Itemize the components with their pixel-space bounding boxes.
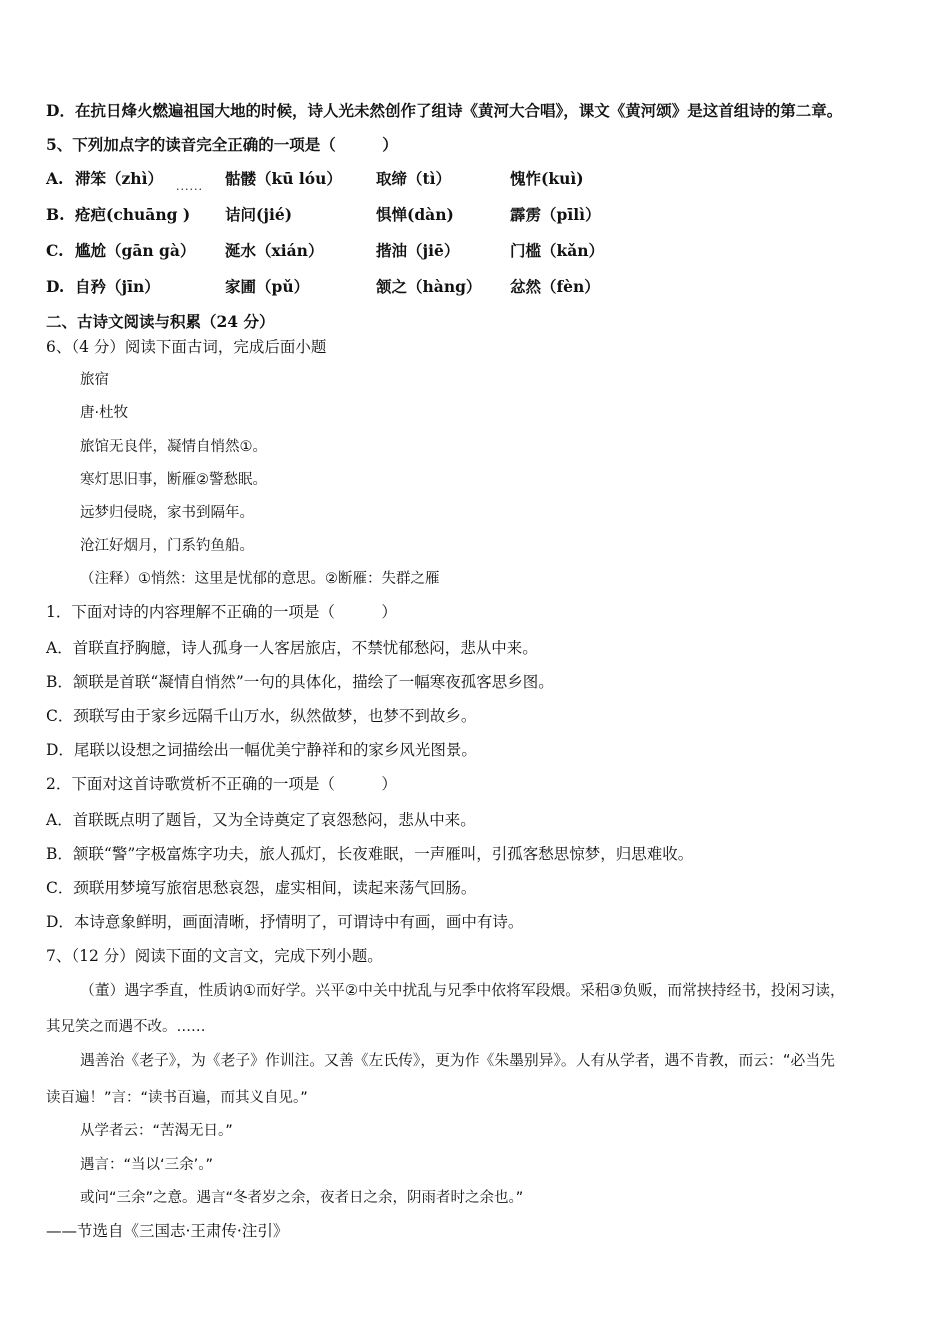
q5-row-c-label: C. <box>46 241 64 260</box>
passage-line-4: 读百遍！”言：“读书百遍，而其义自见。” <box>46 1090 308 1106</box>
q5-row-d-item-2: 家圃（pǔ） <box>225 277 310 296</box>
poem-author: 唐·杜牧 <box>80 405 129 421</box>
q5-stem: 5、下列加点字的读音完全正确的一项是（ ） <box>46 135 398 154</box>
emphasis-dots: ...... <box>176 180 203 193</box>
passage-line-6: 遇言：“当以‘三余’。” <box>80 1157 213 1173</box>
q5-row-c-item-2: 涎水（xián） <box>225 241 324 260</box>
section-heading: 二、古诗文阅读与积累（24 分） <box>46 312 275 331</box>
q5-row-b-item-2: 诘问(jié) <box>225 205 293 224</box>
q6-sub1-option-b: B．颔联是首联“凝情自悄然”一句的具体化，描绘了一幅寒夜孤客思乡图。 <box>46 673 554 691</box>
q5-row-d-item-1: 自矜（jīn） <box>75 277 160 296</box>
q4-option-d: D．在抗日烽火燃遍祖国大地的时候，诗人光未然创作了组诗《黄河大合唱》，课文《黄河颂》是这首组诗的第二章。 <box>46 101 843 120</box>
passage-line-3: 遇善治《老子》，为《老子》作训注。又善《左氏传》，更为作《朱墨别异》。人有从学者，遇不肯教，而云：“必当先 <box>80 1052 835 1069</box>
poem-line-3: 远梦归侵晓，家书到隔年。 <box>80 505 254 521</box>
q5-row-c-item-4: 门槛（kǎn） <box>510 241 605 260</box>
q5-row-a-item-4: 愧怍(kuì) <box>510 169 584 188</box>
q5-row-c-item-1: 尴尬（gān gà） <box>75 241 196 260</box>
q6-sub1-option-d: D．尾联以设想之词描绘出一幅优美宁静祥和的家乡风光图景。 <box>46 741 477 759</box>
q6-stem: 6、（4 分）阅读下面古词，完成后面小题 <box>46 338 327 356</box>
q5-row-a-item-3: 取缔（tì） <box>376 169 452 188</box>
poem-title: 旅宿 <box>80 372 109 388</box>
q6-sub1-option-a: A．首联直抒胸臆，诗人孤身一人客居旅店，不禁忧郁愁闷，悲从中来。 <box>46 639 538 657</box>
passage-source: ——节选自《三国志·王肃传·注引》 <box>46 1222 289 1240</box>
q7-stem: 7、（12 分）阅读下面的文言文，完成下列小题。 <box>46 947 383 965</box>
poem-note: （注释）①悄然：这里是忧郁的意思。②断雁：失群之雁 <box>80 571 440 587</box>
passage-line-7: 或问“三余”之意。遇言“冬者岁之余，夜者日之余，阴雨者时之余也。” <box>80 1190 524 1206</box>
q6-sub2-option-d: D．本诗意象鲜明，画面清晰，抒情明了，可谓诗中有画，画中有诗。 <box>46 913 524 931</box>
q6-sub1-stem: 1．下面对诗的内容理解不正确的一项是（ ） <box>46 603 397 621</box>
q6-sub2-option-c: C．颈联用梦境写旅宿思愁哀怨，虚实相间，读起来荡气回肠。 <box>46 879 477 897</box>
poem-line-4: 沧江好烟月，门系钓鱼船。 <box>80 538 254 554</box>
q5-row-a-item-2: 骷髅（kū lóu） <box>225 169 342 188</box>
q5-row-b-label: B. <box>46 205 65 224</box>
poem-line-2: 寒灯思旧事，断雁②警愁眠。 <box>80 472 267 488</box>
q5-row-d-item-4: 忿然（fèn） <box>510 277 600 296</box>
passage-line-2: 其兄笑之而遇不改。…… <box>46 1019 206 1035</box>
q5-row-b-item-1: 疮疤(chuāng ) <box>75 205 191 224</box>
q5-row-b-item-3: 惧惮(dàn) <box>376 205 454 224</box>
q5-row-c-item-3: 揩油（jiē） <box>376 241 460 260</box>
q6-sub1-option-c: C．颈联写由于家乡远隔千山万水，纵然做梦，也梦不到故乡。 <box>46 707 477 725</box>
poem-line-1: 旅馆无良伴，凝情自悄然①。 <box>80 439 267 455</box>
q5-row-a-item-1: 滞笨（zhì） <box>75 169 163 188</box>
q6-sub2-option-b: B．颔联“警”字极富炼字功夫，旅人孤灯，长夜难眠，一声雁叫，引孤客愁思惊梦，归思难收。 <box>46 845 694 863</box>
q5-row-d-item-3: 颔之（hàng） <box>376 277 482 296</box>
q6-sub2-stem: 2．下面对这首诗歌赏析不正确的一项是（ ） <box>46 775 397 793</box>
passage-line-1: （董）遇字季直，性质讷①而好学。兴平②中关中扰乱与兄季中依将军段煨。采稆③负贩，而常挟持经书，投闲习读， <box>80 982 845 999</box>
q5-row-a-label: A. <box>46 169 64 188</box>
q6-sub2-option-a: A．首联既点明了题旨，又为全诗奠定了哀怨愁闷，悲从中来。 <box>46 811 476 829</box>
q5-row-b-item-4: 霹雳（pīlì） <box>510 205 601 224</box>
q5-row-d-label: D. <box>46 277 65 296</box>
passage-line-5: 从学者云：“苦渴无日。” <box>80 1123 233 1139</box>
